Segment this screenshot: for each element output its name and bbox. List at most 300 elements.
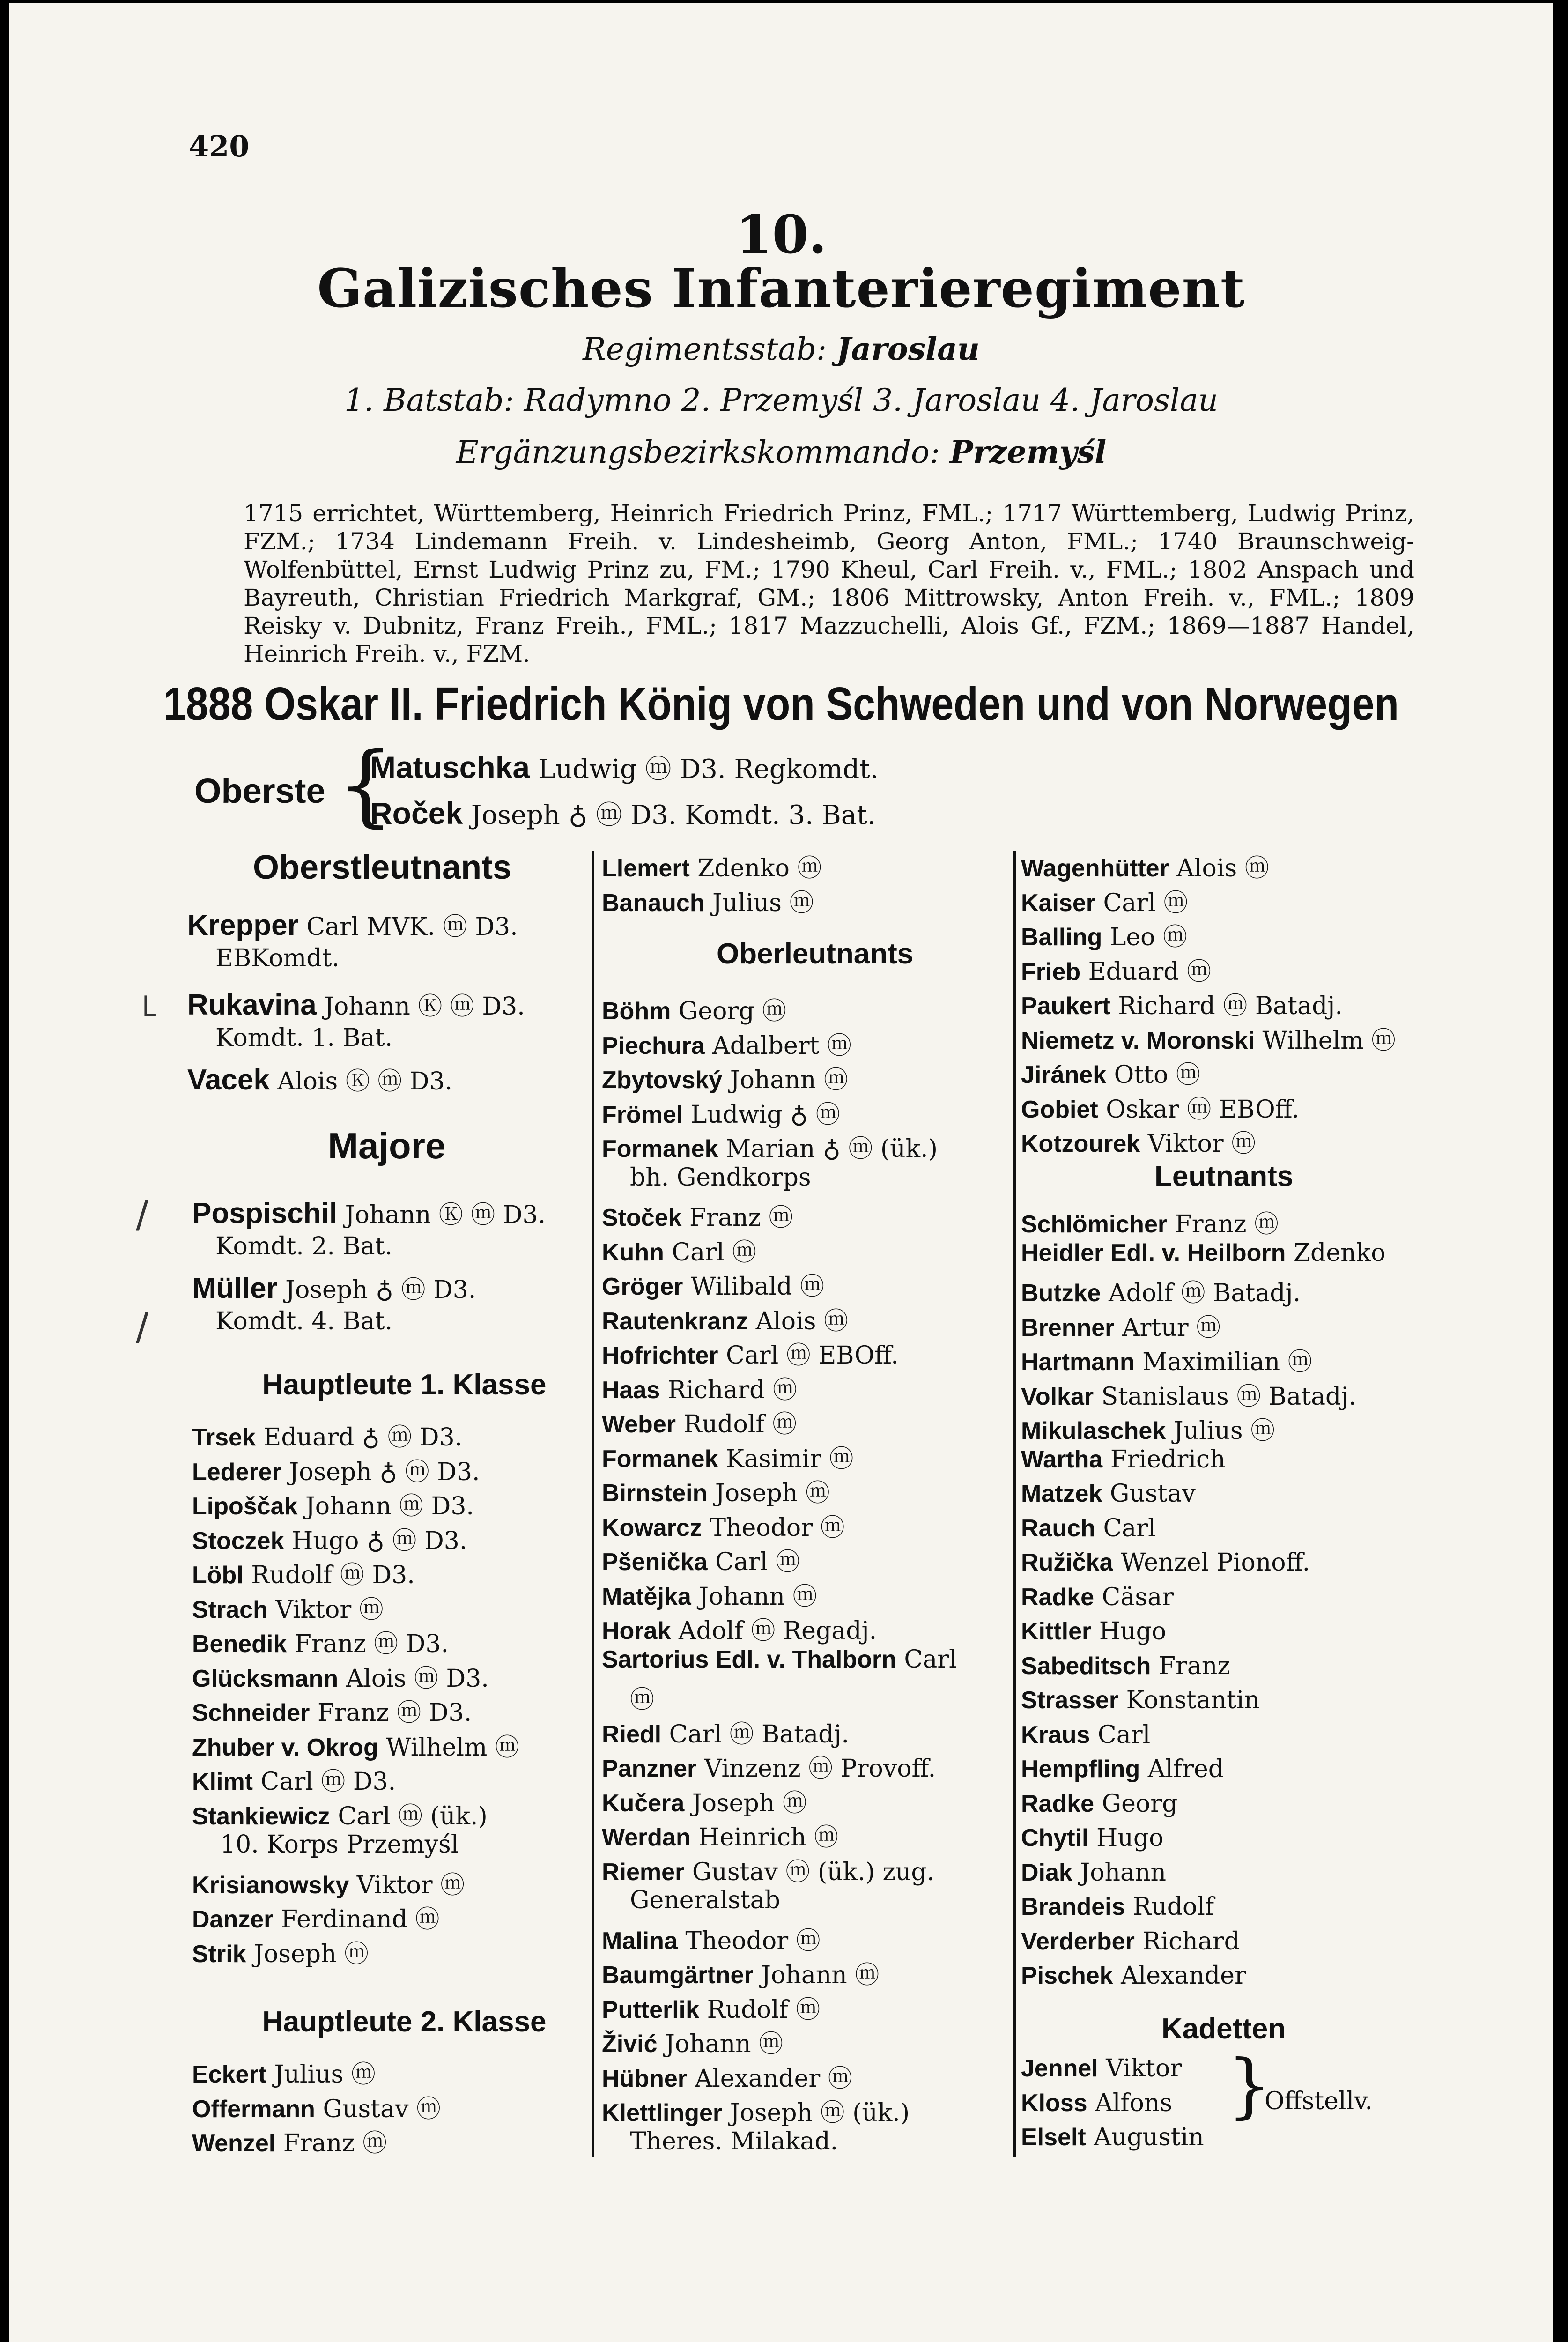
person-details: Franz ⓜ — [1167, 1210, 1279, 1238]
person-details: Alfred — [1140, 1755, 1224, 1783]
list-item: Vacek Alois Ⓚ ⓜ D3. — [187, 1064, 453, 1096]
pencil-mark: / — [136, 1193, 148, 1236]
list-item — [192, 1521, 467, 1556]
person-details: Maximilian ⓜ — [1134, 1348, 1312, 1376]
person-surname: Krisianowsky — [192, 1871, 349, 1899]
person-surname: Rauch — [1021, 1514, 1095, 1542]
majore-title: Majore — [328, 1125, 446, 1166]
person-details: Franz ⓜ D3. — [287, 1630, 449, 1658]
regiment-inhaber: 1888 Oskar II. Friedrich König von Schweden und von Norwegen — [163, 678, 1399, 730]
regimentsstab-value: Jaroslau — [836, 331, 980, 367]
oberleutnants-title: Oberleutnants — [717, 938, 914, 970]
list-item — [1021, 1411, 1275, 1446]
person-surname: Piechura — [602, 1032, 705, 1060]
person-surname: Butzke — [1021, 1280, 1101, 1307]
person-details: Wilhelm ⓜ — [1254, 1026, 1396, 1055]
list-item — [192, 1796, 488, 1831]
document-page — [9, 3, 1553, 2342]
person-details: Hugo ♁ ⓜ D3. — [284, 1527, 467, 1555]
oberst-name: Roček — [370, 796, 463, 830]
person-surname: Horak — [602, 1617, 671, 1645]
list-item — [602, 1921, 821, 1956]
person-surname: Gröger — [602, 1273, 683, 1300]
oberst-details: Ludwig ⓜ D3. Regkomdt. — [530, 754, 879, 785]
kadetten-note: Offstellv. — [1265, 2087, 1373, 2115]
person-surname: Kuhn — [602, 1238, 664, 1266]
person-details: Georg — [1094, 1789, 1178, 1818]
person-details: Johann — [1072, 1858, 1166, 1887]
list-item — [1021, 986, 1343, 1021]
person-details: Leo ⓜ — [1102, 923, 1188, 951]
person-details: Carl ⓜ Batadj. — [661, 1720, 850, 1749]
list-item — [1021, 917, 1187, 952]
person-details: Marian ♁ ⓜ (ük.) — [718, 1135, 938, 1163]
person-surname: Kloss — [1021, 2089, 1087, 2117]
person-details: ⓜ — [630, 1686, 655, 1714]
list-item — [602, 1990, 820, 2025]
list-item — [602, 1783, 807, 1818]
list-item — [1021, 2123, 1204, 2151]
person-details: Joseph ⓜ — [684, 1789, 807, 1817]
person-details: Alexander — [1113, 1962, 1246, 1990]
person-surname: Wartha — [1021, 1445, 1103, 1473]
list-item — [602, 1026, 851, 1061]
person-details: Franz ⓜ — [275, 2129, 387, 2157]
person-details: Zdenko ⓜ — [689, 854, 822, 882]
person-surname: Radke — [1021, 1583, 1095, 1611]
person-details: Zdenko — [1286, 1238, 1386, 1267]
person-surname: Živić — [602, 2031, 658, 2058]
regiment-title: Galizisches Infanterieregiment — [317, 258, 1245, 319]
person-surname: Zbytovský — [602, 1067, 723, 1094]
person-details: Cäsar — [1094, 1583, 1174, 1611]
person-surname: Klimt — [192, 1768, 253, 1795]
list-item: Komdt. 1. Bat. — [215, 1024, 393, 1052]
list-item — [1021, 1549, 1310, 1577]
person-details: Johann ⓜ — [722, 1066, 848, 1094]
person-surname: Volkar — [1021, 1383, 1094, 1410]
person-surname: Radke — [1021, 1790, 1095, 1817]
list-item — [630, 2127, 838, 2156]
person-surname: Verderber — [1021, 1927, 1135, 1955]
list-item — [1021, 848, 1269, 883]
person-details: Alexander ⓜ — [687, 2064, 852, 2093]
person-surname: Zhuber v. Okrog — [192, 1734, 378, 1761]
person-details: Viktor ⓜ — [267, 1595, 384, 1624]
person-details: Julius ⓜ — [266, 2060, 376, 2089]
oberst-row-1 — [370, 749, 879, 786]
list-item — [1021, 952, 1211, 987]
person-surname: Llemert — [602, 855, 690, 882]
person-surname: Hartmann — [1021, 1349, 1135, 1376]
list-item — [1021, 1962, 1246, 1990]
person-details: Heinrich ⓜ — [690, 1823, 839, 1852]
column-rule-right — [1013, 851, 1016, 2157]
person-details: bh. Gendkorps — [630, 1163, 811, 1192]
list-item — [1021, 1273, 1301, 1308]
person-surname: Malina — [602, 1927, 678, 1955]
person-details: Viktor ⓜ — [349, 1871, 465, 1899]
list-item — [602, 1095, 840, 1130]
list-item — [192, 1693, 472, 1728]
list-item — [602, 1232, 756, 1267]
regiment-number: 10. — [735, 204, 827, 266]
list-item — [602, 1714, 849, 1749]
list-item — [1021, 2089, 1172, 2117]
list-item — [192, 1590, 384, 1625]
person-surname: Trsek — [192, 1424, 256, 1451]
person-surname: Matějka — [602, 1583, 691, 1610]
list-item — [1021, 1445, 1226, 1474]
person-details: Rudolf ⓜ — [675, 1410, 797, 1438]
list-item — [602, 1439, 854, 1474]
person-details: Ferdinand ⓜ — [273, 1905, 440, 1934]
list-item — [1021, 1617, 1166, 1645]
list-item — [602, 848, 821, 883]
list-item — [1021, 1824, 1163, 1852]
person-surname: Banauch — [602, 889, 705, 917]
person-surname: Ružička — [1021, 1549, 1113, 1576]
list-item — [1021, 1790, 1177, 1818]
person-surname: Lipoščak — [192, 1493, 298, 1520]
person-details: Viktor — [1098, 2054, 1182, 2083]
person-surname: Formanek — [602, 1135, 718, 1163]
person-details: Kasimir ⓜ — [718, 1445, 854, 1473]
person-details: Carl — [1095, 1514, 1156, 1542]
person-details: Rudolf ⓜ D3. — [243, 1561, 415, 1589]
person-details: Richard — [1134, 1927, 1240, 1956]
list-item — [602, 1370, 797, 1405]
list-item — [1021, 1686, 1260, 1714]
list-item — [1021, 1239, 1385, 1267]
list-item — [602, 1817, 838, 1853]
list-item — [192, 1486, 474, 1521]
person-surname: Strik — [192, 1940, 246, 1968]
person-details: Otto ⓜ — [1106, 1061, 1200, 1089]
person-surname: Frieb — [1021, 958, 1081, 986]
person-details: Richard ⓜ Batadj. — [1110, 992, 1343, 1020]
person-surname: Sartorius Edl. v. Thalborn — [602, 1645, 896, 1673]
person-details: Eduard ⓜ — [1080, 957, 1212, 986]
person-details: Theodor ⓜ — [702, 1513, 845, 1542]
list-item — [602, 1749, 936, 1784]
person-surname: Sabeditsch — [1021, 1652, 1151, 1680]
person-surname: Hempfling — [1021, 1756, 1140, 1783]
list-item: Rukavina Johann Ⓚ ⓜ D3. — [187, 989, 525, 1021]
person-details: Konstantin — [1118, 1686, 1260, 1714]
person-surname: Jiránek — [1021, 1061, 1107, 1089]
list-item — [192, 2089, 441, 2124]
list-item — [1021, 1755, 1224, 1783]
person-surname: Riedl — [602, 1720, 662, 1748]
person-surname: Elselt — [1021, 2124, 1086, 2151]
list-item — [602, 991, 786, 1026]
person-surname: Niemetz v. Moronski — [1021, 1027, 1255, 1054]
person-details: Artur ⓜ — [1114, 1313, 1221, 1342]
person-details: Carl ⓜ EBOff. — [718, 1341, 899, 1370]
list-item — [1021, 1055, 1200, 1090]
person-details: Carl — [1090, 1720, 1151, 1749]
list-item — [1021, 1893, 1214, 1921]
person-surname: Glücksmann — [192, 1665, 339, 1692]
leutnants-title: Leutnants — [1154, 1160, 1294, 1193]
person-details: Viktor ⓜ — [1140, 1130, 1256, 1158]
ergaenzung-line — [9, 434, 1553, 470]
hauptleute2-title: Hauptleute 2. Klasse — [262, 2006, 547, 2038]
list-item: Krepper Carl MVK. ⓜ D3. — [187, 909, 518, 941]
person-surname: Eckert — [192, 2061, 266, 2088]
person-details: Carl ⓜ — [707, 1548, 800, 1576]
person-details: Theres. Milakad. — [630, 2127, 838, 2156]
oberste-label: Oberste — [194, 771, 325, 810]
person-surname: Pischek — [1021, 1962, 1113, 1989]
list-item — [1021, 1089, 1299, 1125]
person-surname: Danzer — [192, 1906, 274, 1933]
list-item: Pospischil Johann Ⓚ ⓜ D3. — [192, 1197, 546, 1230]
person-details: Joseph ⓜ (ük.) — [722, 2099, 910, 2127]
pencil-mark: └ — [136, 996, 156, 1034]
person-surname: Hübner — [602, 2065, 687, 2092]
oberst-name: Matuschka — [370, 750, 530, 785]
list-item — [602, 1198, 793, 1233]
page-number: 420 — [189, 129, 250, 163]
list-item — [602, 1473, 830, 1508]
list-item — [192, 1934, 369, 1969]
person-surname: Mikulaschek — [1021, 1417, 1166, 1445]
list-item — [602, 1852, 934, 1887]
list-item — [602, 2059, 852, 2094]
person-surname: Brandeis — [1021, 1893, 1125, 1920]
person-surname: Klettlinger — [602, 2099, 723, 2127]
list-item — [220, 1831, 459, 1859]
list-item — [192, 1762, 396, 1797]
person-details: Vinzenz ⓜ Provoff. — [696, 1755, 936, 1783]
person-details: Carl ⓜ (ük.) — [330, 1802, 488, 1831]
person-details: Wenzel Pionoff. — [1113, 1549, 1310, 1577]
person-details: Joseph ♁ ⓜ D3. — [281, 1458, 480, 1486]
list-item — [1021, 1342, 1312, 1377]
person-details: Carl ⓜ — [1095, 889, 1188, 917]
regimentsstab-label: Regimentsstab: — [583, 331, 827, 367]
person-details: Gustav — [1102, 1480, 1196, 1508]
person-details: Wilhelm ⓜ — [378, 1733, 519, 1762]
ergaenzung-label: Ergänzungsbezirkskommando: — [456, 434, 940, 470]
person-details: Adalbert ⓜ — [704, 1031, 852, 1060]
list-item — [1021, 1021, 1396, 1056]
person-details: Joseph ⓜ — [246, 1940, 369, 1968]
person-surname: Werdan — [602, 1824, 691, 1851]
person-details: 10. Korps Przemyśl — [220, 1831, 459, 1859]
list-item — [192, 2054, 376, 2090]
list-item — [602, 1955, 879, 1990]
person-surname: Kowarcz — [602, 1514, 702, 1542]
person-surname: Stankiewicz — [192, 1802, 330, 1830]
person-details: Eduard ♁ ⓜ D3. — [255, 1423, 463, 1452]
person-details: Franz ⓜ — [681, 1204, 793, 1232]
person-details: Theodor ⓜ — [677, 1927, 821, 1955]
list-item — [602, 2024, 783, 2059]
person-surname: Baumgärtner — [602, 1962, 754, 1989]
person-details: Alois ⓜ D3. — [338, 1664, 489, 1693]
person-surname: Kotzourek — [1021, 1130, 1140, 1157]
list-item — [602, 1542, 800, 1577]
person-surname: Benedik — [192, 1631, 287, 1658]
person-details: Alois ⓜ — [748, 1307, 848, 1335]
person-details: Johann ⓜ — [657, 2030, 784, 2058]
person-surname: Riemer — [602, 1858, 685, 1886]
person-surname: Kittler — [1021, 1618, 1092, 1645]
list-item — [602, 1577, 817, 1612]
list-item: Müller Joseph ♁ ⓜ D3. — [192, 1272, 476, 1304]
kadetten-title: Kadetten — [1161, 2013, 1286, 2045]
regimentsstab-line — [9, 331, 1553, 367]
person-details: Friedrich — [1102, 1445, 1226, 1474]
person-details: Rudolf — [1125, 1893, 1214, 1921]
person-surname: Haas — [602, 1376, 660, 1404]
person-details: Johann ⓜ — [753, 1961, 880, 1989]
person-details: Rudolf ⓜ — [699, 1995, 821, 2024]
person-details: Joseph ⓜ — [707, 1479, 830, 1507]
list-item: Komdt. 4. Bat. — [215, 1307, 393, 1335]
oberstleutnants-title: Oberstleutnants — [253, 849, 512, 886]
list-item — [602, 1060, 848, 1095]
list-item — [192, 1659, 489, 1694]
list-item — [192, 1624, 449, 1659]
list-item — [602, 1404, 797, 1439]
person-surname: Brenner — [1021, 1314, 1115, 1341]
list-item — [1021, 883, 1188, 918]
regiment-history — [244, 499, 1414, 668]
person-surname: Stoczek — [192, 1527, 284, 1555]
person-surname: Rautenkranz — [602, 1307, 748, 1335]
person-details: Alois ⓜ — [1169, 854, 1269, 882]
person-surname: Strasser — [1021, 1687, 1119, 1714]
person-surname: Offermann — [192, 2095, 315, 2123]
list-item: EBKomdt. — [215, 944, 340, 972]
person-details: Adolf ⓜ Batadj. — [1101, 1279, 1301, 1307]
batstab-line: 1. Batstab: Radymno 2. Przemyśl 3. Jaroslau 4. Jaroslau — [344, 382, 1218, 418]
list-item — [192, 1417, 462, 1453]
list-item — [192, 1452, 480, 1487]
person-surname: Weber — [602, 1411, 676, 1438]
person-details: Alfons — [1087, 2089, 1173, 2117]
person-surname: Frömel — [602, 1101, 683, 1128]
list-item — [1021, 1480, 1196, 1508]
person-details: Carl — [896, 1645, 957, 1674]
person-surname: Birnstein — [602, 1480, 708, 1507]
person-details: Franz ⓜ D3. — [310, 1699, 472, 1727]
list-item — [602, 1335, 899, 1371]
person-surname: Wenzel — [192, 2130, 276, 2157]
list-item — [192, 1899, 440, 1934]
pencil-mark: / — [136, 1305, 148, 1349]
person-details: Johann ⓜ — [691, 1582, 817, 1611]
person-details: Oskar ⓜ EBOff. — [1098, 1095, 1300, 1124]
person-surname: Löbl — [192, 1562, 244, 1589]
person-surname: Paukert — [1021, 993, 1110, 1020]
person-surname: Heidler Edl. v. Heilborn — [1021, 1239, 1286, 1267]
list-item — [192, 1555, 415, 1590]
list-item: Komdt. 2. Bat. — [215, 1232, 393, 1260]
person-details: Richard ⓜ — [660, 1376, 797, 1404]
person-surname: Böhm — [602, 998, 671, 1025]
person-surname: Gobiet — [1021, 1096, 1098, 1123]
list-item — [1021, 1377, 1356, 1412]
person-details: Hugo — [1091, 1617, 1167, 1645]
person-surname: Schneider — [192, 1699, 310, 1727]
person-details: Franz — [1151, 1652, 1230, 1680]
list-item — [602, 2093, 910, 2128]
person-surname: Formanek — [602, 1445, 718, 1473]
person-surname: Strach — [192, 1596, 268, 1623]
list-item — [602, 1301, 848, 1336]
person-surname: Lederer — [192, 1458, 281, 1486]
list-item — [1021, 1859, 1166, 1887]
person-details: Gustav ⓜ (ük.) zug. — [684, 1858, 935, 1886]
person-surname: Kaiser — [1021, 889, 1095, 917]
person-surname: Kučera — [602, 1789, 685, 1817]
list-item — [192, 2123, 387, 2158]
list-item — [602, 1508, 845, 1543]
person-details: Johann ⓜ D3. — [297, 1492, 474, 1520]
list-item — [192, 1865, 465, 1900]
person-surname: Panzner — [602, 1755, 697, 1782]
ergaenzung-value: Przemyśl — [950, 434, 1107, 470]
list-item — [1021, 2054, 1182, 2083]
list-item — [602, 883, 814, 918]
person-details: Wilibald ⓜ — [683, 1273, 825, 1301]
list-item — [1021, 1514, 1156, 1542]
person-surname: Stoček — [602, 1204, 682, 1231]
person-details: Carl ⓜ — [664, 1238, 757, 1267]
person-details: Gustav ⓜ — [315, 2095, 441, 2123]
list-item — [630, 1680, 654, 1715]
kadetten-brace: } — [1227, 2045, 1272, 2127]
person-details: Ludwig ♁ ⓜ — [683, 1100, 840, 1129]
list-item — [602, 1645, 957, 1674]
person-surname: Diak — [1021, 1859, 1072, 1886]
list-item — [602, 1611, 877, 1646]
person-details: Adolf ⓜ Regadj. — [671, 1617, 877, 1645]
list-item — [192, 1727, 519, 1763]
list-item — [602, 1267, 824, 1302]
list-item — [1021, 1927, 1240, 1956]
list-item — [1021, 1204, 1279, 1239]
person-surname: Wagenhütter — [1021, 855, 1169, 882]
list-item — [1021, 1308, 1220, 1343]
list-item — [1021, 1652, 1230, 1680]
person-surname: Jennel — [1021, 2055, 1098, 2082]
column-rule-left — [592, 851, 594, 2157]
list-item — [1021, 1721, 1150, 1749]
person-details: Carl ⓜ D3. — [253, 1768, 396, 1796]
person-surname: Balling — [1021, 924, 1102, 951]
list-item — [602, 1129, 938, 1164]
person-surname: Kraus — [1021, 1721, 1090, 1749]
list-item — [630, 1886, 780, 1914]
list-item — [630, 1164, 811, 1192]
person-surname: Pšenička — [602, 1549, 708, 1576]
person-details: Julius ⓜ — [1166, 1417, 1275, 1445]
history-text: 1715 errichtet, Württemberg, Heinrich Friedrich Prinz, FML.; 1717 Württemberg, Ludwig Prinz, FZM.; 1734 Lindemann Freih. v. Lindesheimb, Georg Anton, FML.; 1740 Braunschweig-Wolfenbüttel, Ernst Ludwig Prinz zu, FM.; 1790 Kheul, Carl Freih. v., FML.; 1802 Anspach und Bayreuth, Christian Friedrich Markgraf, GM.; 1806 Mittrowsky, Anton Freih. v., FML.; 1809 Reisky v. Dubnitz, Franz Freih., FML.; 1817 Mazzuchelli, Alois Gf., FZM.; 1869—1887 Handel, Heinrich Freih. v., FZM. — [244, 500, 1414, 667]
person-details: Augustin — [1086, 2123, 1204, 2151]
person-surname: Hofrichter — [602, 1342, 718, 1369]
person-details: Stanislaus ⓜ Batadj. — [1094, 1382, 1356, 1411]
list-item — [1021, 1583, 1174, 1611]
person-surname: Chytil — [1021, 1824, 1089, 1852]
hauptleute1-title: Hauptleute 1. Klasse — [262, 1369, 547, 1401]
person-surname: Putterlik — [602, 1996, 700, 2023]
